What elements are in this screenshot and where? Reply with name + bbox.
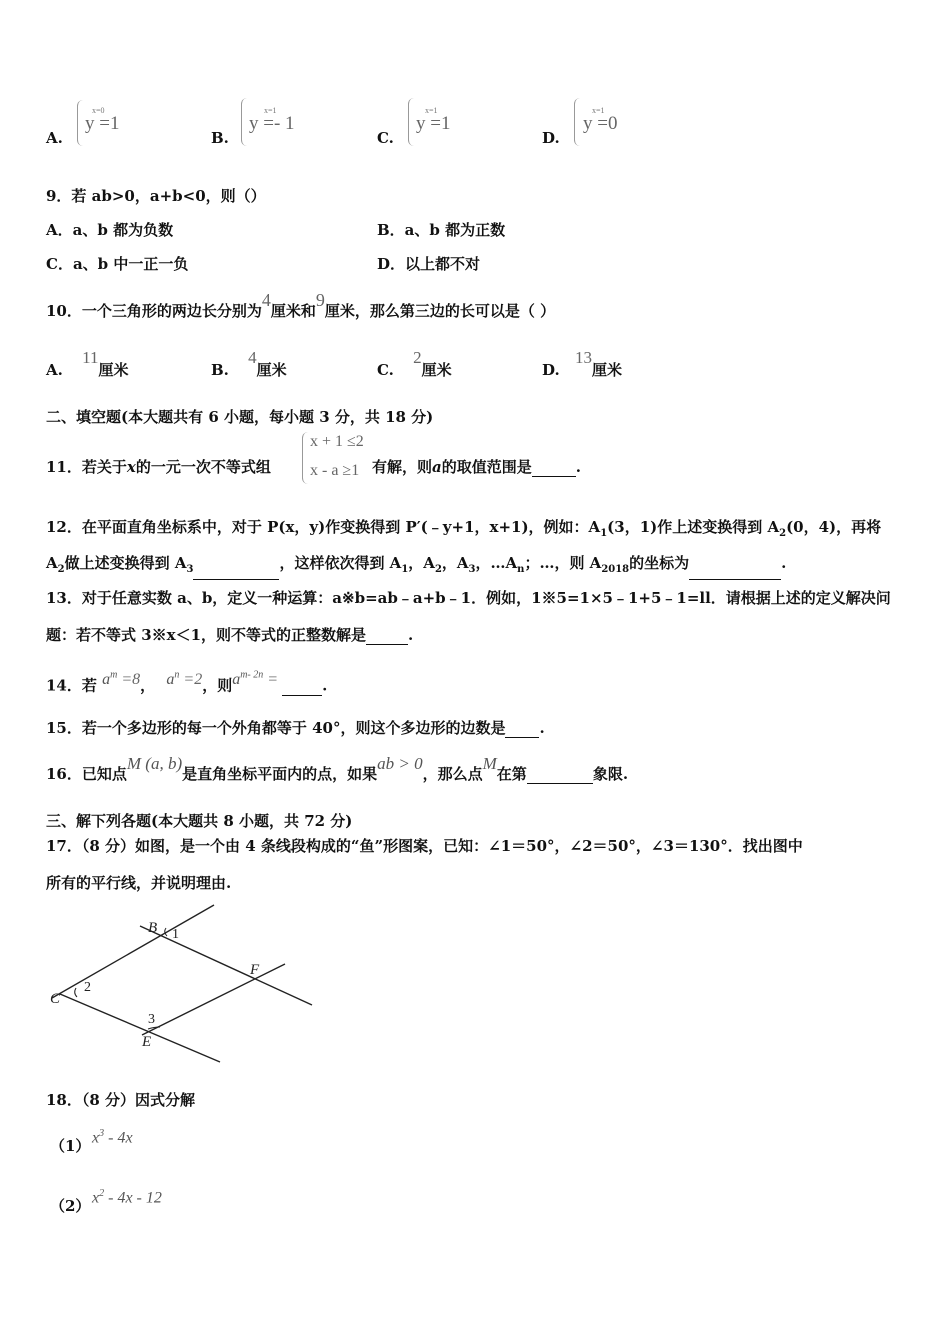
q12-line2-g: ；…，则 A <box>524 554 602 572</box>
q9-option-a: A．a、b 都为负数 <box>46 221 174 239</box>
q12-line2-f: ，…A <box>475 554 518 572</box>
q18-p2-b: - 4x - 12 <box>104 1189 162 1207</box>
q13-end: . <box>408 626 414 644</box>
q18-p1-b: - 4x <box>104 1129 133 1147</box>
q11-var-x: x <box>126 458 136 476</box>
q10-stem-part-1: 10．一个三角形的两边长分别为 <box>46 302 262 320</box>
label-angle-1: 1 <box>172 927 179 942</box>
q14-comma: ， <box>140 676 156 695</box>
q16-cond: ab > 0 <box>377 754 423 773</box>
q15-answer-blank[interactable] <box>505 723 539 738</box>
q8-option-a-brace <box>77 100 84 146</box>
q14-e2-sup: n <box>174 670 180 681</box>
q14-e3-sup: m- 2n <box>240 670 264 681</box>
q10-option-b-unit: 厘米 <box>256 361 287 379</box>
q9-stem: 9．若 ab>0，a+b<0，则（） <box>46 187 266 205</box>
q8-option-c-letter: C. <box>377 129 394 147</box>
q12-sub-2018: 2018 <box>601 564 630 575</box>
q10-option-a-letter: A. <box>46 361 63 379</box>
q8-option-a-letter: A. <box>46 129 63 147</box>
q8-option-b-letter: B. <box>211 129 229 147</box>
q12-sub-2b: 2 <box>57 564 65 575</box>
q10-option-d-value: 13 <box>574 348 592 367</box>
q12-sub-2: 2 <box>779 528 787 539</box>
q9-option-c: C．a、b 中一正一负 <box>46 255 189 273</box>
q12-line1-b: (3，1)作上述变换得到 A <box>607 518 780 536</box>
q13-line2-text: 题：若不等式 3※x＜1，则不等式的正整数解是 <box>46 626 367 644</box>
q18-p2-a: x <box>92 1189 100 1207</box>
q12-sub-3: 3 <box>186 564 194 575</box>
q8-option-a-top: x=0 <box>92 106 105 115</box>
angle-2-arc <box>75 988 77 997</box>
q12-sub-n: n <box>517 564 525 575</box>
q18-part-2-expr <box>92 1184 162 1208</box>
q11-var-a: a <box>432 458 442 476</box>
label-angle-3: 3 <box>148 1012 155 1027</box>
q12-answer-blank-1[interactable] <box>193 565 279 580</box>
q8-option-a-bottom: y =1 <box>85 113 120 134</box>
q8-option-c-bottom: y =1 <box>416 113 451 134</box>
q13-line-1: 13．对于任意实数 a、b，定义一种运算：a※b=ab﹣a+b﹣1．例如，1※5=1×5﹣1+5﹣1=ll．请根据上述的定义解决问 <box>46 589 891 607</box>
q10-option-a-unit: 厘米 <box>98 361 129 379</box>
q8-option-d-top: x=1 <box>592 106 605 115</box>
q12-line2-c: ，这样依次得到 A <box>279 554 402 572</box>
q12-sub-3b: 3 <box>468 564 476 575</box>
q10-option-c-letter: C. <box>377 361 394 379</box>
section-2-heading: 二、填空题(本大题共有 6 小题，每小题 3 分，共 18 分) <box>46 408 434 426</box>
q12-line1-c: (0，4)，再将 <box>786 518 882 536</box>
q12-line2-b: 做上述变换得到 A <box>64 554 187 572</box>
q12-answer-blank-2[interactable] <box>689 565 781 580</box>
q8-option-b-bottom: y =- 1 <box>249 113 295 134</box>
q12-sub-2c: 2 <box>434 564 442 575</box>
q16-pre: 16．已知点 <box>46 765 127 783</box>
q14-e3-rhs: = <box>263 671 279 689</box>
q14-answer-blank[interactable] <box>282 681 322 696</box>
q17-line-1: 17．（8 分）如图，是一个由 4 条线段构成的“鱼”形图案，已知：∠1＝50°，∠2＝50°，∠3＝130°．找出图中 <box>46 837 803 855</box>
q14-then: ，则 <box>202 676 233 695</box>
q10-option-c <box>377 348 452 380</box>
q14-e1-sup: m <box>110 670 118 681</box>
q18-part-1-label: （1） <box>50 1137 91 1155</box>
q16-mid2: ，那么点 <box>422 765 483 783</box>
q10-value-1: 4 <box>261 290 271 310</box>
section-3-heading: 三、解下列各题(本大题共 8 小题，共 72 分) <box>46 812 353 830</box>
q18-part-1-expr <box>92 1124 133 1148</box>
q11-pre: 11．若关于 <box>46 458 127 476</box>
q14-e2-rhs: =2 <box>179 671 203 689</box>
q14-e1-rhs: =8 <box>117 671 141 689</box>
q10-option-a <box>46 348 129 380</box>
q18-p1-sup: 3 <box>99 1128 105 1139</box>
q15-end: . <box>539 719 545 737</box>
q16-mid: 是直角坐标平面内的点，如果 <box>182 765 378 783</box>
q11-tail <box>372 457 581 477</box>
label-c: C <box>50 991 61 1007</box>
q10-option-b-value: 4 <box>248 348 257 367</box>
q10-option-d <box>542 348 622 380</box>
q9-option-b: B．a、b 都为正数 <box>377 221 506 239</box>
q14-e1: a <box>102 671 111 689</box>
q10-option-c-unit: 厘米 <box>421 361 452 379</box>
q10-stem-part-2: 厘米和 <box>270 302 316 320</box>
q10-option-d-unit: 厘米 <box>591 361 622 379</box>
q12-line2-h: 的坐标为 <box>629 554 690 572</box>
q8-option-b-top: x=1 <box>264 106 277 115</box>
q9-option-d: D．以上都不对 <box>377 255 481 273</box>
q16-point: M (a, b) <box>126 754 183 773</box>
q10-value-2: 9 <box>315 290 325 310</box>
q8-option-c-top: x=1 <box>425 106 438 115</box>
label-e: E <box>142 1034 152 1050</box>
q8-option-b-brace <box>241 98 248 146</box>
q8-option-d-bottom: y =0 <box>583 113 618 134</box>
q13-answer-blank[interactable] <box>366 630 408 645</box>
q16-stem <box>46 754 629 784</box>
q14-e3: a <box>232 671 241 689</box>
q15-text: 15．若一个多边形的每一个外角都等于 40°，则这个多边形的边数是 <box>46 719 506 737</box>
q17-line-2: 所有的平行线，并说明理由. <box>46 874 232 892</box>
q14-stem <box>46 672 327 696</box>
q12-sub-1b: 1 <box>401 564 409 575</box>
q15-stem <box>46 718 545 738</box>
q10-stem-part-3: 厘米，那么第三边的长可以是（ ） <box>324 302 556 320</box>
q18-part-2-label: （2） <box>50 1197 91 1215</box>
q14-e2: a <box>166 671 175 689</box>
line-ce <box>60 994 220 1062</box>
q10-option-b <box>211 348 287 380</box>
q16-tail: 在第 <box>496 765 527 783</box>
q18-p2-sup: 2 <box>99 1188 105 1199</box>
q8-option-d-letter: D. <box>542 129 560 147</box>
q11-system-brace <box>302 432 309 484</box>
label-b: B <box>148 920 158 936</box>
q12-line-1 <box>46 517 881 544</box>
q10-option-c-value: 2 <box>413 348 422 367</box>
q18-p1-a: x <box>92 1129 100 1147</box>
q8-option-c-brace <box>408 98 415 146</box>
q11-answer-blank[interactable] <box>532 462 576 477</box>
q10-option-a-value: 11 <box>82 348 99 367</box>
q12-line-2 <box>46 553 786 580</box>
q12-line2-end: . <box>781 554 787 572</box>
label-angle-2: 2 <box>84 980 91 995</box>
q12-sub-1: 1 <box>600 528 608 539</box>
q16-end: 象限. <box>592 765 629 783</box>
label-f: F <box>250 962 260 978</box>
q18-stem: 18．（8 分）因式分解 <box>46 1091 196 1109</box>
q11-post: 有解，则 <box>372 458 433 476</box>
q10-stem <box>46 290 556 321</box>
q11-stem <box>46 457 271 477</box>
q12-line2-e: ，A <box>441 554 469 572</box>
q14-pre: 14．若 <box>46 676 97 695</box>
q12-line1-a: 12．在平面直角坐标系中，对于 P(x，y)作变换得到 P′(﹣y+1，x+1)，例如：A <box>46 518 601 536</box>
q13-line-2 <box>46 625 413 645</box>
q11-mid: 的一元一次不等式组 <box>135 458 271 476</box>
q10-option-b-letter: B. <box>211 361 229 379</box>
q11-end: . <box>575 458 581 476</box>
line-ef <box>142 964 285 1035</box>
q14-end: . <box>322 676 328 695</box>
q11-inequality-2: x - a ≥1 <box>310 462 360 479</box>
q11-inequality-1: x + 1 ≤2 <box>310 433 364 450</box>
q16-m: M <box>482 754 497 773</box>
q12-line2-d: ，A <box>408 554 435 572</box>
q10-option-d-letter: D. <box>542 361 560 379</box>
q11-tail-text: 的取值范围是 <box>441 458 532 476</box>
q16-answer-blank[interactable] <box>527 769 593 784</box>
q12-line2-a: A <box>46 554 58 572</box>
q8-option-d-brace <box>574 98 581 146</box>
line-cb <box>52 905 214 998</box>
fish-figure <box>40 900 330 1070</box>
